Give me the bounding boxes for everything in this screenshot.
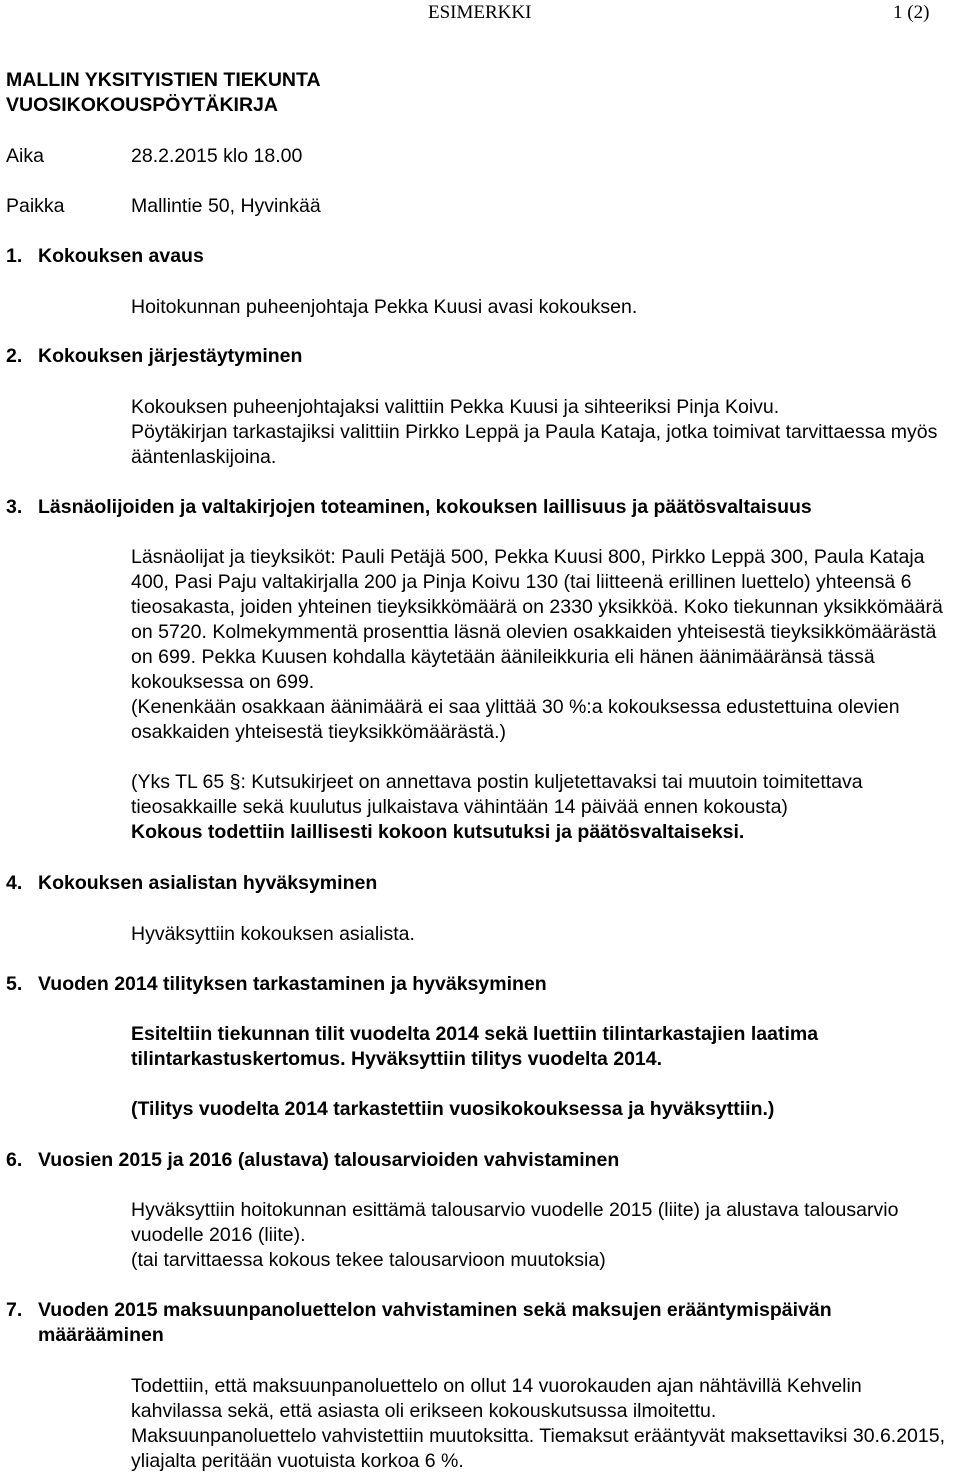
paragraph: Pöytäkirjan tarkastajiksi valittiin Pirkko Leppä ja Paula Kataja, jotka toimivat tarvittaessa myös ääntenlaskijoina. bbox=[131, 421, 938, 468]
paragraph: Läsnäolijat ja tieyksiköt: Pauli Petäjä 500, Pekka Kuusi 800, Pirkko Leppä 300, Paula Kataja 400, Pasi Paju valtakirjalla 200 ja Pinja Koivu 130 (tai liitteenä erillinen luettelo) yhteensä 6 tieosakasta, joiden yhteinen tieyksikkömäärä on 2330 yksikköä. Koko tiekunnan yksikkömäärä on 5720. Kolmekymmentä prosenttia läsnä olevien osakkaiden yhteisestä tieyksikkömäärästä on 699. Pekka Kuusen kohdalla käytetään äänileikkuria eli hänen äänimääränsä tässä kokouksessa on 699. bbox=[131, 546, 943, 693]
time-value: 28.2.2015 klo 18.00 bbox=[131, 145, 303, 167]
paragraph-bold: Esiteltiin tiekunnan tilit vuodelta 2014 sekä luettiin tilintarkastajien laatima tilintarkastuskertomus. Hyväksyttiin tilitys vuodelta 2014. bbox=[131, 1023, 819, 1070]
section-title: Kokouksen asialistan hyväksyminen bbox=[38, 872, 378, 894]
section-number: 6. bbox=[6, 1149, 23, 1171]
time-label: Aika bbox=[6, 145, 44, 167]
section-title: Kokouksen avaus bbox=[38, 245, 204, 267]
title-line-1: MALLIN YKSITYISTIEN TIEKUNTA bbox=[6, 69, 321, 91]
title-line-2: VUOSIKOKOUSPÖYTÄKIRJA bbox=[6, 94, 278, 116]
section-heading-7 bbox=[6, 1298, 951, 1348]
section-heading-1 bbox=[6, 244, 951, 269]
document-title bbox=[6, 68, 321, 118]
place-value: Mallintie 50, Hyvinkää bbox=[131, 195, 321, 217]
section-heading-4 bbox=[6, 871, 951, 896]
section-number: 7. bbox=[6, 1299, 23, 1321]
paragraph: Maksuunpanoluettelo vahvistettiin muutoksitta. Tiemaksut erääntyvät maksettaviksi 30.6.2015, yliajalta peritään vuotuista korkoa 6 %. bbox=[131, 1425, 946, 1472]
header-label: ESIMERKKI bbox=[428, 2, 532, 23]
section-body-4 bbox=[131, 922, 957, 947]
paragraph-bold: (Tilitys vuodelta 2014 tarkastettiin vuosikokouksessa ja hyväksyttiin.) bbox=[131, 1098, 775, 1120]
paragraph: Todettiin, että maksuunpanoluettelo on ollut 14 vuorokauden ajan nähtävillä Kehvelin kahvilassa sekä, että asiasta oli erikseen kokouskutsussa ilmoitettu. bbox=[131, 1375, 862, 1422]
paragraph: Hyväksyttiin kokouksen asialista. bbox=[131, 923, 415, 945]
paragraph: (Yks TL 65 §: Kutsukirjeet on annettava postin kuljetettavaksi tai muutoin toimitettava tieosakkaille sekä kuulutus julkaistava vähintään 14 päivää ennen kokousta) bbox=[131, 771, 863, 818]
section-number: 3. bbox=[6, 496, 23, 518]
paragraph: Hoitokunnan puheenjohtaja Pekka Kuusi avasi kokouksen. bbox=[131, 296, 638, 318]
section-number: 2. bbox=[6, 345, 23, 367]
paragraph: (tai tarvittaessa kokous tekee talousarvioon muutoksia) bbox=[131, 1249, 606, 1271]
place-label: Paikka bbox=[6, 195, 65, 217]
paragraph: (Kenenkään osakkaan äänimäärä ei saa ylittää 30 %:a kokouksessa edustettuina olevien osakkaiden yhteisestä tieyksikkömäärästä.) bbox=[131, 696, 900, 743]
section-title: Läsnäolijoiden ja valtakirjojen toteaminen, kokouksen laillisuus ja päätösvaltaisuus bbox=[38, 496, 812, 518]
section-title: Vuoden 2014 tilityksen tarkastaminen ja hyväksyminen bbox=[38, 973, 547, 995]
section-title: Vuosien 2015 ja 2016 (alustava) talousarvioiden vahvistaminen bbox=[38, 1149, 620, 1171]
section-body-5 bbox=[131, 1022, 957, 1122]
section-number: 5. bbox=[6, 973, 23, 995]
section-body-7 bbox=[131, 1374, 957, 1474]
section-number: 1. bbox=[6, 245, 23, 267]
section-heading-5 bbox=[6, 972, 951, 997]
paragraph: Kokouksen puheenjohtajaksi valittiin Pekka Kuusi ja sihteeriksi Pinja Koivu. bbox=[131, 396, 780, 418]
section-heading-2 bbox=[6, 344, 951, 369]
section-heading-6 bbox=[6, 1148, 951, 1173]
page-number: 1 (2) bbox=[893, 2, 930, 23]
section-title: Kokouksen järjestäytyminen bbox=[38, 345, 303, 367]
section-body-1 bbox=[131, 295, 957, 320]
paragraph-bold: Kokous todettiin laillisesti kokoon kutsutuksi ja päätösvaltaiseksi. bbox=[131, 821, 745, 843]
section-number: 4. bbox=[6, 872, 23, 894]
section-body-3 bbox=[131, 545, 957, 845]
section-title: Vuoden 2015 maksuunpanoluettelon vahvistaminen sekä maksujen erääntymispäivän määrääminen bbox=[38, 1299, 832, 1346]
section-body-2 bbox=[131, 395, 957, 470]
section-heading-3 bbox=[6, 495, 951, 520]
paragraph: Hyväksyttiin hoitokunnan esittämä talousarvio vuodelle 2015 (liite) ja alustava talousarvio vuodelle 2016 (liite). bbox=[131, 1199, 899, 1246]
section-body-6 bbox=[131, 1198, 957, 1273]
